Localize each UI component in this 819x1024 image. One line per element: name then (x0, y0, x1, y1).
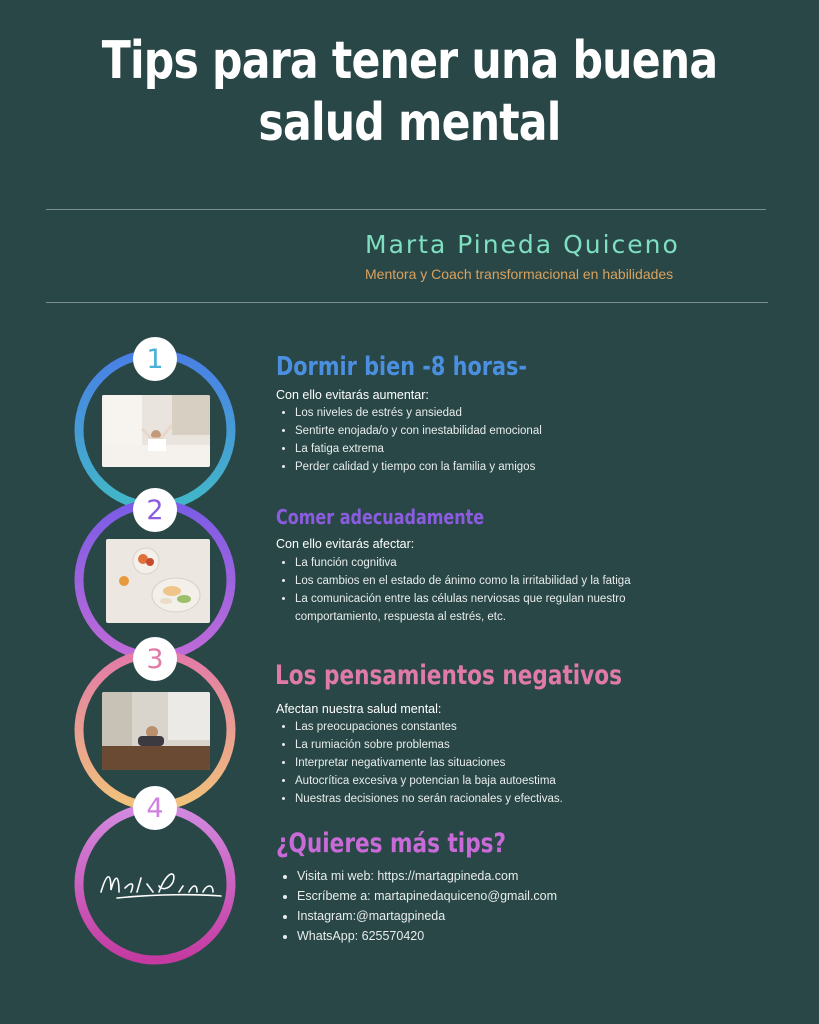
signature-drawing (97, 864, 227, 904)
signature-logo (97, 864, 227, 909)
title-line-2: salud mental (258, 93, 561, 153)
list-item: • Los cambios en el estado de ánimo como la irritabilidad y la fatiga (295, 572, 695, 590)
author-role: Mentora y Coach transformacional en habilidades (365, 266, 674, 282)
contact-whatsapp[interactable]: • WhatsApp: 625570420 (297, 926, 557, 946)
tip-2-list (275, 554, 695, 626)
author-name: Marta Pineda Quiceno (365, 230, 680, 259)
tip-3-list (275, 718, 563, 808)
list-item: • Los niveles de estrés y ansiedad (295, 404, 542, 422)
tip-3-title: Los pensamientos negativos (275, 660, 622, 691)
contact-list (277, 866, 557, 946)
list-item: • Sentirte enojada/o y con inestabilidad emocional (295, 422, 542, 440)
tip-number-1: 1 (133, 337, 177, 381)
list-item: • La función cognitiva (295, 554, 695, 572)
list-item: • Nuestras decisiones no serán racionales y efectivas. (295, 790, 563, 808)
tip-1-intro: Con ello evitarás aumentar: (276, 388, 429, 402)
list-item: • La fatiga extrema (295, 440, 542, 458)
tip-number-2: 2 (133, 488, 177, 532)
tip-1-list (275, 404, 542, 476)
tip-3-intro: Afectan nuestra salud mental: (276, 702, 442, 716)
photo-healthy-food (106, 539, 210, 623)
list-item: • Interpretar negativamente las situaciones (295, 754, 563, 772)
tip-number-4: 4 (133, 786, 177, 830)
tip-number-3: 3 (133, 637, 177, 681)
list-item: • La comunicación entre las células nerviosas que regulan nuestro comportamiento, respuesta al estrés, etc. (295, 590, 695, 626)
tip-2-title: Comer adecuadamente (276, 505, 485, 529)
photo-waking-up (102, 395, 210, 467)
tip-4-title: ¿Quieres más tips? (276, 828, 507, 859)
tip-1-title: Dormir bien -8 horas- (276, 352, 528, 382)
list-item: • Las preocupaciones constantes (295, 718, 563, 736)
tip-2-intro: Con ello evitarás afectar: (276, 537, 415, 551)
list-item: • Autocrítica excesiva y potencian la baja autoestima (295, 772, 563, 790)
list-item: • Perder calidad y tiempo con la familia y amigos (295, 458, 542, 476)
contact-web[interactable]: • Visita mi web: https://martagpineda.com (297, 866, 557, 886)
divider-top (46, 209, 766, 210)
list-item: • La rumiación sobre problemas (295, 736, 563, 754)
contact-instagram[interactable]: • Instagram:@martagpineda (297, 906, 557, 926)
photo-negative-thoughts (102, 692, 210, 770)
contact-email[interactable]: • Escríbeme a: martapinedaquiceno@gmail.com (297, 886, 557, 906)
divider-bottom (46, 302, 768, 303)
page-title (74, 30, 746, 154)
title-line-1: Tips para tener una buena (101, 31, 718, 91)
